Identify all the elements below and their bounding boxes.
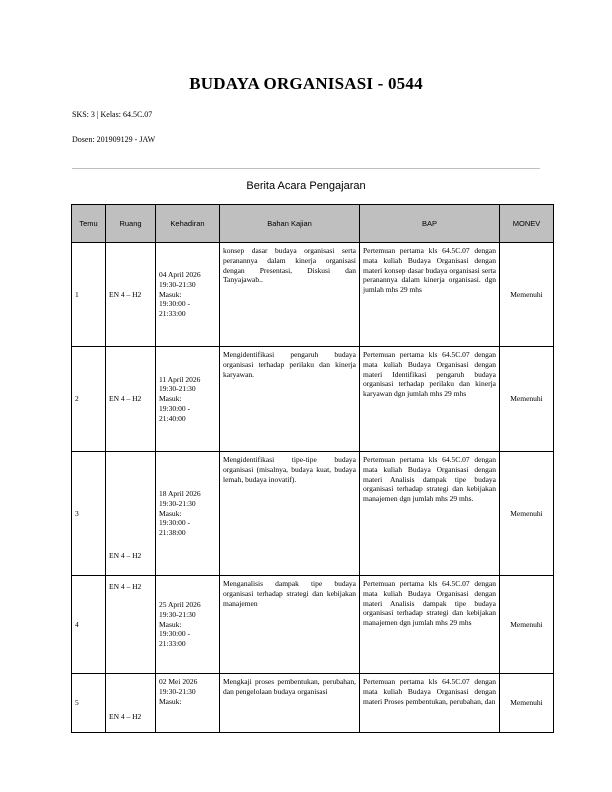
divider [72,168,540,169]
cell-bahan-kajian: Mengidentifikasi pengaruh budaya organisasi terhadap perilaku dan kinerja karyawan. [220,347,360,452]
cell-bahan-kajian: Mengkaji proses pembentukan, perubahan, dan pengelolaan budaya organisasi [220,674,360,733]
document-title: BUDAYA ORGANISASI - 0544 [189,74,423,93]
cell-temu: 5 [72,674,106,733]
header-bap: BAP [360,205,500,243]
cell-kehadiran: 18 April 2026 19:30-21:30 Masuk: 19:30:00 - 21:38:00 [156,452,220,576]
cell-kehadiran: 02 Mei 2026 19:30-21:30 Masuk: [156,674,220,733]
cell-temu: 3 [72,452,106,576]
table-row [72,452,554,576]
header-temu: Temu [72,205,106,243]
cell-kehadiran: 25 April 2026 19:30-21:30 Masuk: 19:30:00 - 21:33:00 [156,576,220,674]
cell-kehadiran: 11 April 2026 19:30-21:30 Masuk: 19:30:00 - 21:40:00 [156,347,220,452]
header-ruang: Ruang [106,205,156,243]
table-header-row [72,205,554,243]
cell-bap: Pertemuan pertama kls 64.5C.07 dengan mata kuliah Budaya Organisasi dengan materi Proses pembentukan, perubahan, dan [360,674,500,733]
cell-bap: Pertemuan pertama kls 64.5C.07 dengan mata kuliah Budaya Organisasi dengan materi konsep dasar budaya organisasi serta peranannya dalam kinerja organisasi. dgn jumlah mhs 29 mhs [360,243,500,347]
cell-kehadiran: 04 April 2026 19:30-21:30 Masuk: 19:30:00 - 21:33:00 [156,243,220,347]
cell-bap: Pertemuan pertama kls 64.5C.07 dengan mata kuliah Budaya Organisasi dengan materi Identifikasi pengaruh budaya organisasi terhadap perilaku dan kinerja karyawan dgn jumlah mhs 29 mhs [360,347,500,452]
table-row [72,674,554,733]
header-monev: MONEV [500,205,554,243]
cell-ruang: EN 4 – H2 [106,452,156,576]
cell-monev: Memenuhi [500,674,554,733]
cell-ruang: EN 4 – H2 [106,347,156,452]
cell-temu: 4 [72,576,106,674]
cell-monev: Memenuhi [500,452,554,576]
cell-bahan-kajian: Mengidentifikasi tipe-tipe budaya organisasi (misalnya, budaya kuat, budaya lemah, budaya inovatif). [220,452,360,576]
cell-bahan-kajian: Menganalisis dampak tipe budaya organisasi terhadap strategi dan kebijakan manajemen [220,576,360,674]
cell-ruang: EN 4 – H2 [106,243,156,347]
cell-monev: Memenuhi [500,243,554,347]
section-title: Berita Acara Pengajaran [246,180,366,192]
header-bahan-kajian: Bahan Kajian [220,205,360,243]
cell-monev: Memenuhi [500,347,554,452]
table-row [72,576,554,674]
teaching-report-table [71,204,554,733]
table-row [72,243,554,347]
lecturer-meta: Dosen: 201909129 - JAW [72,135,156,144]
cell-bahan-kajian: konsep dasar budaya organisasi serta peranannya dalam kinerja organisasi dengan Presentasi, Diskusi dan Tanyajawab.. [220,243,360,347]
cell-bap: Pertemuan pertama kls 64.5C.07 dengan mata kuliah Budaya Organisasi dengan materi Analisis dampak tipe budaya organisasi terhadap strategi dan kebijakan manajemen dgn jumlah mhs 29 mhs. [360,452,500,576]
cell-ruang: EN 4 – H2 [106,576,156,674]
cell-temu: 2 [72,347,106,452]
header-kehadiran: Kehadiran [156,205,220,243]
cell-ruang: EN 4 – H2 [106,674,156,733]
cell-temu: 1 [72,243,106,347]
course-meta: SKS: 3 | Kelas: 64.5C.07 [72,110,153,119]
cell-monev: Memenuhi [500,576,554,674]
table-row [72,347,554,452]
cell-bap: Pertemuan pertama kls 64.5C.07 dengan mata kuliah Budaya Organisasi dengan materi Analisis dampak tipe budaya organisasi terhadap strategi dan kebijakan manajemen dgn jumlah mhs 29 mhs [360,576,500,674]
